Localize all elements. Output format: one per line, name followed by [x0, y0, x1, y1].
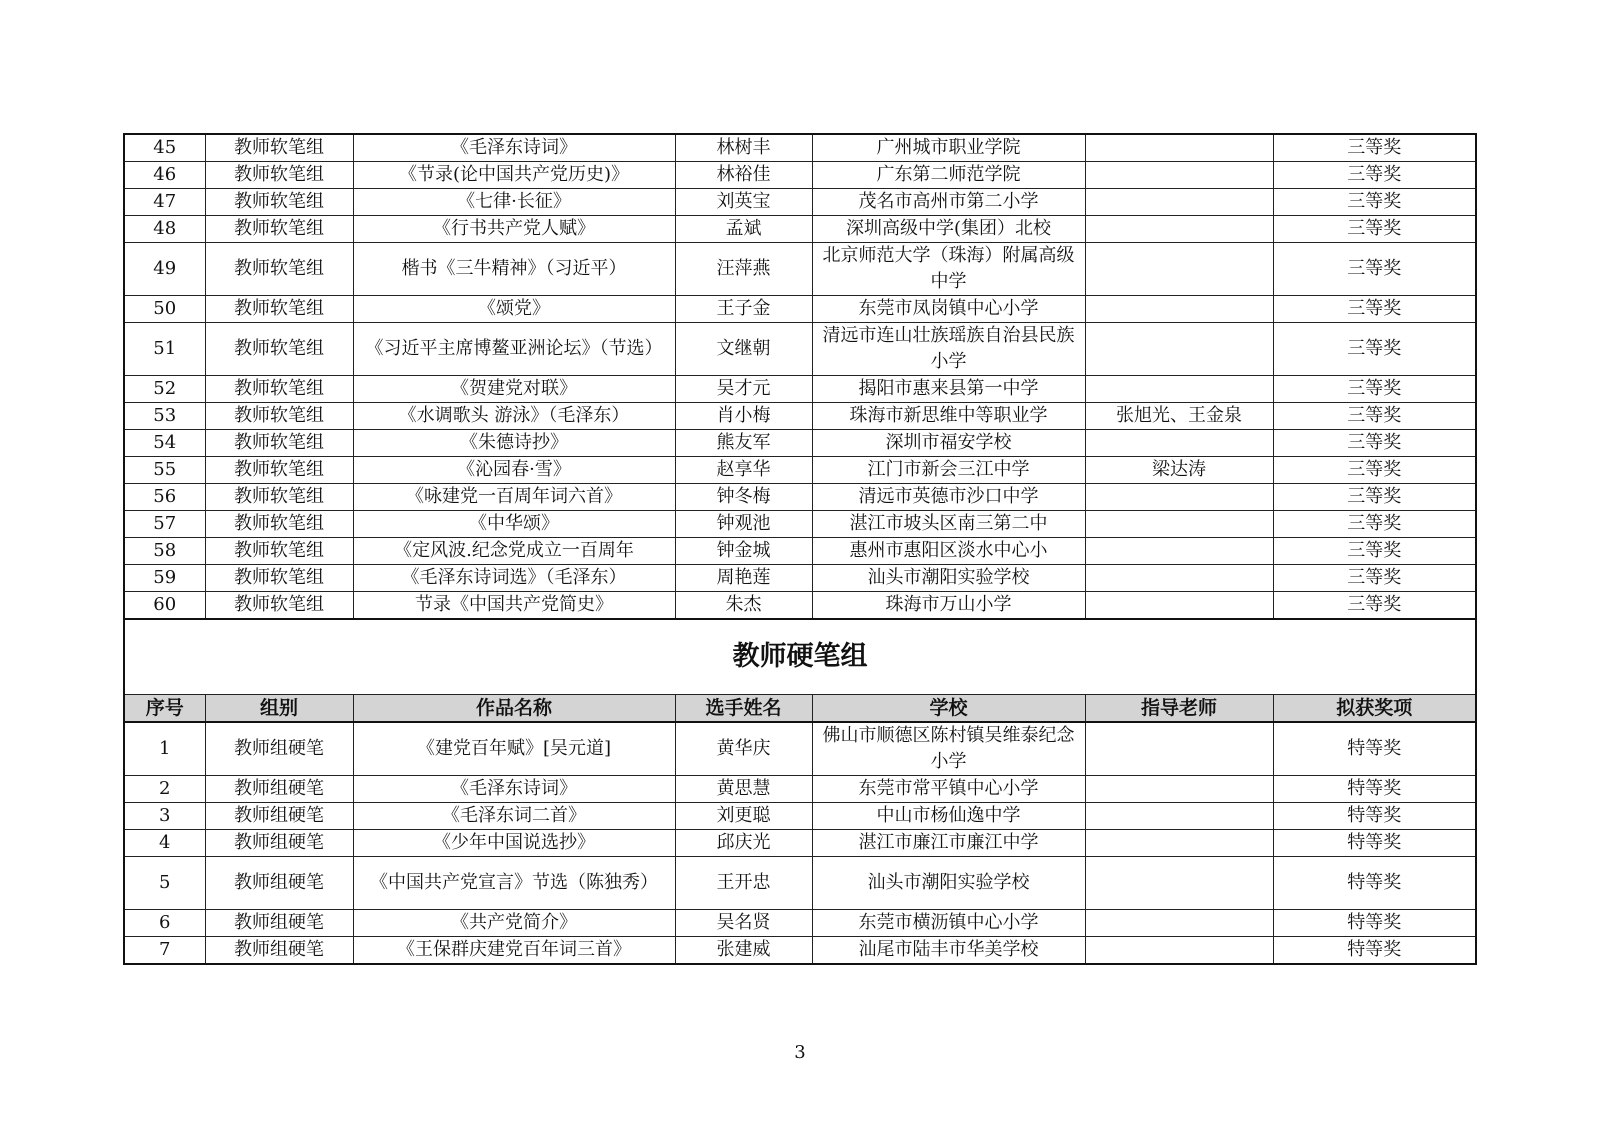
- cell-name: 张建威: [675, 937, 812, 965]
- cell-school: 江门市新会三江中学: [812, 457, 1085, 484]
- cell-name: 吴名贤: [675, 910, 812, 937]
- cell-work: 《中华颂》: [353, 511, 675, 538]
- cell-no: 56: [124, 484, 205, 511]
- cell-name: 黄思慧: [675, 776, 812, 803]
- cell-award: 三等奖: [1273, 565, 1476, 592]
- table-row: [124, 722, 1476, 776]
- cell-award: 三等奖: [1273, 457, 1476, 484]
- cell-name: 刘更聪: [675, 803, 812, 830]
- cell-work: 《毛泽东诗词选》（毛泽东）: [353, 565, 675, 592]
- cell-award: 三等奖: [1273, 189, 1476, 216]
- cell-no: 50: [124, 296, 205, 323]
- cell-work: 《水调歌头 游泳》（毛泽东）: [353, 403, 675, 430]
- cell-award: 特等奖: [1273, 937, 1476, 965]
- header-school: 学校: [812, 695, 1085, 723]
- cell-no: 54: [124, 430, 205, 457]
- table-row: [124, 776, 1476, 803]
- cell-teacher: [1085, 511, 1273, 538]
- cell-teacher: [1085, 189, 1273, 216]
- table-row: [124, 803, 1476, 830]
- header-teacher: 指导老师: [1085, 695, 1273, 723]
- section-title-row: [124, 619, 1476, 695]
- table-row: [124, 538, 1476, 565]
- cell-group: 教师软笔组: [205, 511, 353, 538]
- cell-award: 三等奖: [1273, 134, 1476, 162]
- cell-teacher: [1085, 430, 1273, 457]
- cell-teacher: [1085, 484, 1273, 511]
- cell-group: 教师组硬笔: [205, 803, 353, 830]
- cell-group: 教师软笔组: [205, 243, 353, 296]
- table-row: [124, 296, 1476, 323]
- cell-group: 教师软笔组: [205, 134, 353, 162]
- cell-work: 《行书共产党人赋》: [353, 216, 675, 243]
- cell-group: 教师软笔组: [205, 403, 353, 430]
- cell-work: 《毛泽东诗词》: [353, 776, 675, 803]
- cell-teacher: [1085, 376, 1273, 403]
- cell-school: 深圳市福安学校: [812, 430, 1085, 457]
- cell-name: 黄华庆: [675, 722, 812, 776]
- cell-award: 三等奖: [1273, 162, 1476, 189]
- cell-no: 58: [124, 538, 205, 565]
- cell-school: 揭阳市惠来县第一中学: [812, 376, 1085, 403]
- cell-no: 1: [124, 722, 205, 776]
- cell-teacher: [1085, 538, 1273, 565]
- cell-school: 广州城市职业学院: [812, 134, 1085, 162]
- table-row: [124, 511, 1476, 538]
- cell-school: 清远市英德市沙口中学: [812, 484, 1085, 511]
- cell-no: 55: [124, 457, 205, 484]
- header-name: 选手姓名: [675, 695, 812, 723]
- table-row: [124, 910, 1476, 937]
- cell-teacher: [1085, 296, 1273, 323]
- header-award: 拟获奖项: [1273, 695, 1476, 723]
- cell-no: 6: [124, 910, 205, 937]
- cell-group: 教师组硬笔: [205, 910, 353, 937]
- cell-work: 《习近平主席博鳌亚洲论坛》（节选）: [353, 323, 675, 376]
- cell-work: 《沁园春·雪》: [353, 457, 675, 484]
- cell-name: 刘英宝: [675, 189, 812, 216]
- cell-award: 特等奖: [1273, 830, 1476, 857]
- cell-school: 茂名市高州市第二小学: [812, 189, 1085, 216]
- cell-no: 52: [124, 376, 205, 403]
- cell-work: 《少年中国说选抄》: [353, 830, 675, 857]
- cell-name: 钟观池: [675, 511, 812, 538]
- hard-pen-section: [124, 619, 1476, 722]
- cell-group: 教师软笔组: [205, 565, 353, 592]
- cell-name: 林树丰: [675, 134, 812, 162]
- cell-work: 楷书《三牛精神》（习近平）: [353, 243, 675, 296]
- cell-no: 45: [124, 134, 205, 162]
- cell-school: 清远市连山壮族瑶族自治县民族小学: [812, 323, 1085, 376]
- cell-name: 王开忠: [675, 857, 812, 910]
- cell-work: 节录《中国共产党简史》: [353, 592, 675, 620]
- header-group: 组别: [205, 695, 353, 723]
- table-row: [124, 592, 1476, 620]
- cell-no: 7: [124, 937, 205, 965]
- cell-award: 三等奖: [1273, 216, 1476, 243]
- award-table: [123, 133, 1477, 965]
- cell-school: 北京师范大学（珠海）附属高级中学: [812, 243, 1085, 296]
- cell-teacher: [1085, 592, 1273, 620]
- table-row: [124, 937, 1476, 965]
- cell-group: 教师软笔组: [205, 538, 353, 565]
- cell-school: 中山市杨仙逸中学: [812, 803, 1085, 830]
- cell-name: 汪萍燕: [675, 243, 812, 296]
- cell-group: 教师软笔组: [205, 296, 353, 323]
- cell-group: 教师组硬笔: [205, 857, 353, 910]
- cell-group: 教师组硬笔: [205, 776, 353, 803]
- cell-teacher: [1085, 323, 1273, 376]
- cell-award: 特等奖: [1273, 776, 1476, 803]
- cell-group: 教师软笔组: [205, 457, 353, 484]
- cell-name: 赵享华: [675, 457, 812, 484]
- cell-no: 47: [124, 189, 205, 216]
- cell-school: 东莞市常平镇中心小学: [812, 776, 1085, 803]
- cell-work: 《毛泽东诗词》: [353, 134, 675, 162]
- cell-award: 特等奖: [1273, 722, 1476, 776]
- table-row: [124, 457, 1476, 484]
- cell-name: 吴才元: [675, 376, 812, 403]
- cell-award: 三等奖: [1273, 592, 1476, 620]
- cell-group: 教师组硬笔: [205, 937, 353, 965]
- cell-group: 教师软笔组: [205, 216, 353, 243]
- cell-group: 教师软笔组: [205, 430, 353, 457]
- cell-no: 46: [124, 162, 205, 189]
- table-row: [124, 243, 1476, 296]
- cell-award: 三等奖: [1273, 484, 1476, 511]
- table-row: [124, 484, 1476, 511]
- section-title: 教师硬笔组: [124, 619, 1476, 695]
- cell-award: 特等奖: [1273, 910, 1476, 937]
- table-row: [124, 376, 1476, 403]
- cell-no: 60: [124, 592, 205, 620]
- cell-work: 《七律·长征》: [353, 189, 675, 216]
- cell-work: 《贺建党对联》: [353, 376, 675, 403]
- cell-work: 《王保群庆建党百年词三首》: [353, 937, 675, 965]
- cell-school: 湛江市坡头区南三第二中: [812, 511, 1085, 538]
- cell-award: 三等奖: [1273, 296, 1476, 323]
- table-row: [124, 162, 1476, 189]
- cell-school: 汕头市潮阳实验学校: [812, 565, 1085, 592]
- cell-no: 57: [124, 511, 205, 538]
- cell-name: 肖小梅: [675, 403, 812, 430]
- cell-award: 三等奖: [1273, 243, 1476, 296]
- cell-group: 教师组硬笔: [205, 722, 353, 776]
- cell-award: 三等奖: [1273, 430, 1476, 457]
- cell-work: 《中国共产党宣言》节选（陈独秀）: [353, 857, 675, 910]
- cell-work: 《建党百年赋》[吴元道]: [353, 722, 675, 776]
- cell-school: 广东第二师范学院: [812, 162, 1085, 189]
- table-row: [124, 403, 1476, 430]
- cell-teacher: [1085, 857, 1273, 910]
- cell-no: 2: [124, 776, 205, 803]
- cell-work: 《颂党》: [353, 296, 675, 323]
- award-list-sheet: [123, 133, 1475, 965]
- cell-award: 三等奖: [1273, 376, 1476, 403]
- cell-no: 51: [124, 323, 205, 376]
- cell-work: 《毛泽东词二首》: [353, 803, 675, 830]
- cell-school: 东莞市凤岗镇中心小学: [812, 296, 1085, 323]
- cell-teacher: [1085, 162, 1273, 189]
- cell-school: 汕尾市陆丰市华美学校: [812, 937, 1085, 965]
- table-row: [124, 134, 1476, 162]
- cell-name: 林裕佳: [675, 162, 812, 189]
- header-row: [124, 695, 1476, 723]
- hard-pen-rows: [124, 722, 1476, 964]
- cell-school: 汕头市潮阳实验学校: [812, 857, 1085, 910]
- cell-teacher: [1085, 937, 1273, 965]
- cell-work: 《咏建党一百周年词六首》: [353, 484, 675, 511]
- table-row: [124, 830, 1476, 857]
- cell-teacher: [1085, 243, 1273, 296]
- cell-name: 邱庆光: [675, 830, 812, 857]
- cell-school: 惠州市惠阳区淡水中心小: [812, 538, 1085, 565]
- cell-no: 4: [124, 830, 205, 857]
- cell-school: 珠海市新思维中等职业学: [812, 403, 1085, 430]
- cell-group: 教师软笔组: [205, 592, 353, 620]
- cell-group: 教师软笔组: [205, 323, 353, 376]
- table-row: [124, 565, 1476, 592]
- header-no: 序号: [124, 695, 205, 723]
- table-row: [124, 189, 1476, 216]
- cell-no: 59: [124, 565, 205, 592]
- header-work: 作品名称: [353, 695, 675, 723]
- cell-name: 文继朝: [675, 323, 812, 376]
- cell-teacher: 梁达涛: [1085, 457, 1273, 484]
- table-row: [124, 430, 1476, 457]
- cell-no: 3: [124, 803, 205, 830]
- cell-name: 钟金城: [675, 538, 812, 565]
- cell-no: 48: [124, 216, 205, 243]
- cell-school: 珠海市万山小学: [812, 592, 1085, 620]
- cell-school: 湛江市廉江市廉江中学: [812, 830, 1085, 857]
- cell-no: 49: [124, 243, 205, 296]
- cell-school: 佛山市顺德区陈村镇吴维泰纪念小学: [812, 722, 1085, 776]
- cell-award: 特等奖: [1273, 857, 1476, 910]
- cell-no: 5: [124, 857, 205, 910]
- cell-name: 钟冬梅: [675, 484, 812, 511]
- cell-teacher: [1085, 910, 1273, 937]
- cell-work: 《定风波.纪念党成立一百周年: [353, 538, 675, 565]
- cell-group: 教师软笔组: [205, 484, 353, 511]
- cell-teacher: [1085, 216, 1273, 243]
- cell-award: 三等奖: [1273, 538, 1476, 565]
- cell-group: 教师软笔组: [205, 189, 353, 216]
- cell-name: 王子金: [675, 296, 812, 323]
- cell-award: 三等奖: [1273, 403, 1476, 430]
- table-row: [124, 323, 1476, 376]
- page-number: 3: [794, 1042, 806, 1063]
- cell-name: 周艳莲: [675, 565, 812, 592]
- cell-work: 《共产党简介》: [353, 910, 675, 937]
- cell-teacher: [1085, 722, 1273, 776]
- cell-name: 孟斌: [675, 216, 812, 243]
- cell-school: 深圳高级中学(集团）北校: [812, 216, 1085, 243]
- soft-pen-rows: [124, 134, 1476, 619]
- cell-award: 三等奖: [1273, 511, 1476, 538]
- cell-work: 《节录(论中国共产党历史)》: [353, 162, 675, 189]
- table-row: [124, 216, 1476, 243]
- cell-teacher: [1085, 830, 1273, 857]
- cell-work: 《朱德诗抄》: [353, 430, 675, 457]
- cell-teacher: [1085, 803, 1273, 830]
- cell-award: 三等奖: [1273, 323, 1476, 376]
- cell-award: 特等奖: [1273, 803, 1476, 830]
- cell-teacher: 张旭光、王金泉: [1085, 403, 1273, 430]
- cell-group: 教师软笔组: [205, 162, 353, 189]
- cell-teacher: [1085, 565, 1273, 592]
- cell-name: 朱杰: [675, 592, 812, 620]
- cell-teacher: [1085, 134, 1273, 162]
- cell-name: 熊友军: [675, 430, 812, 457]
- cell-teacher: [1085, 776, 1273, 803]
- cell-group: 教师组硬笔: [205, 830, 353, 857]
- cell-school: 东莞市横沥镇中心小学: [812, 910, 1085, 937]
- cell-no: 53: [124, 403, 205, 430]
- cell-group: 教师软笔组: [205, 376, 353, 403]
- table-row: [124, 857, 1476, 910]
